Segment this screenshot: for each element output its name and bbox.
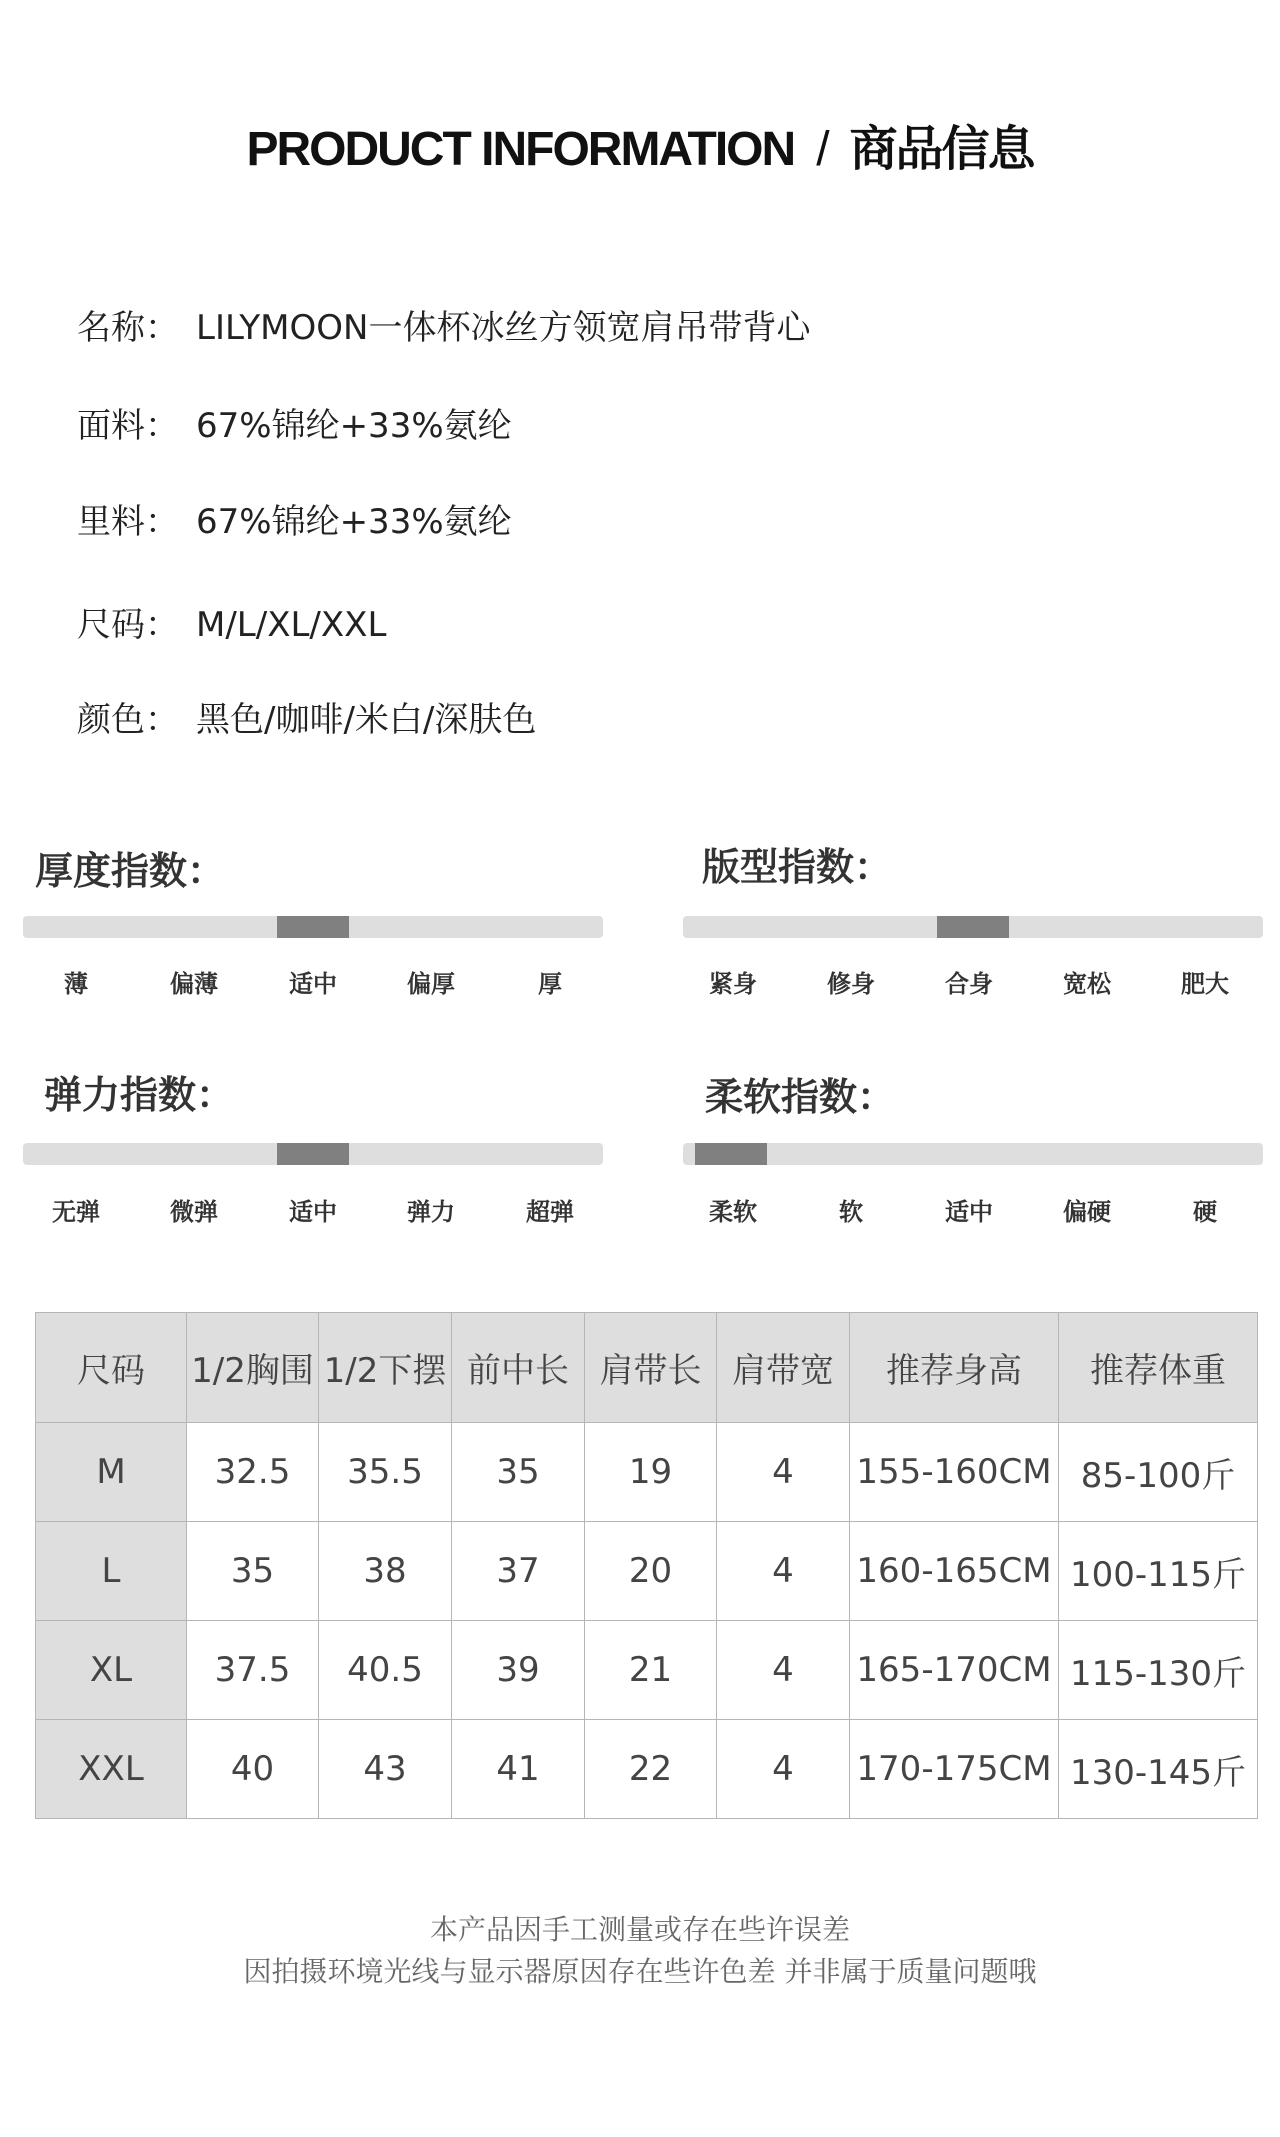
table-cell: 170-175CM <box>850 1720 1059 1819</box>
thickness-meter-indicator <box>277 916 349 938</box>
thickness-meter-track <box>23 916 603 938</box>
softness-meter-title: 柔软指数： <box>705 1075 896 1119</box>
meter-label: 微弹 <box>170 1198 218 1226</box>
table-row <box>36 1621 1258 1720</box>
meter-label: 适中 <box>945 1198 993 1226</box>
column-header: 1/2下摆 <box>319 1313 452 1423</box>
meter-label: 适中 <box>289 1198 337 1226</box>
meter-label: 超弹 <box>526 1198 574 1226</box>
meter-label: 柔软 <box>709 1198 757 1226</box>
table-cell: 37.5 <box>187 1621 319 1720</box>
table-row <box>36 1720 1258 1819</box>
table-cell: 155-160CM <box>850 1423 1059 1522</box>
info-label: 颜色： <box>77 700 179 740</box>
table-cell: 20 <box>585 1522 717 1621</box>
meter-label: 薄 <box>64 970 88 998</box>
table-cell: 40 <box>187 1720 319 1819</box>
title-separator: / <box>816 123 828 176</box>
table-cell: 35.5 <box>319 1423 452 1522</box>
meter-label: 修身 <box>827 970 875 998</box>
table-cell: 41 <box>452 1720 585 1819</box>
info-value: 黑色/咖啡/米白/深肤色 <box>196 700 537 740</box>
meter-label: 适中 <box>289 970 337 998</box>
fit-meter-indicator <box>937 916 1009 938</box>
info-label: 尺码： <box>77 605 179 645</box>
elasticity-meter-title: 弹力指数： <box>44 1073 235 1117</box>
info-fabric-row <box>77 398 512 447</box>
size-cell: XL <box>36 1621 187 1720</box>
table-cell: 115-130斤 <box>1059 1621 1258 1720</box>
table-cell: 43 <box>319 1720 452 1819</box>
column-header: 前中长 <box>452 1313 585 1423</box>
table-cell: 38 <box>319 1522 452 1621</box>
info-label: 里料： <box>77 502 179 542</box>
table-cell: 32.5 <box>187 1423 319 1522</box>
column-header: 推荐身高 <box>850 1313 1059 1423</box>
table-cell: 4 <box>717 1621 850 1720</box>
table-cell: 85-100斤 <box>1059 1423 1258 1522</box>
table-cell: 35 <box>187 1522 319 1621</box>
info-value: 67%锦纶+33%氨纶 <box>196 406 512 446</box>
info-name-row <box>77 300 810 349</box>
info-size-row <box>77 597 386 646</box>
table-cell: 19 <box>585 1423 717 1522</box>
disclaimer-line-1: 本产品因手工测量或存在些许误差 <box>429 1913 850 1946</box>
softness-meter-track <box>683 1143 1263 1165</box>
info-lining-row <box>77 494 512 543</box>
title-cn: 商品信息 <box>849 123 1034 176</box>
column-header: 推荐体重 <box>1059 1313 1258 1423</box>
size-cell: XXL <box>36 1720 187 1819</box>
column-header: 尺码 <box>36 1313 187 1423</box>
elasticity-meter-track <box>23 1143 603 1165</box>
table-cell: 21 <box>585 1621 717 1720</box>
info-label: 名称： <box>77 308 179 348</box>
thickness-meter-title: 厚度指数： <box>35 849 226 893</box>
table-cell: 4 <box>717 1423 850 1522</box>
meter-label: 软 <box>839 1198 863 1226</box>
column-header: 肩带长 <box>585 1313 717 1423</box>
meter-label: 合身 <box>945 970 993 998</box>
meter-label: 偏厚 <box>407 970 455 998</box>
fit-meter-track <box>683 916 1263 938</box>
column-header: 1/2胸围 <box>187 1313 319 1423</box>
meter-label: 肥大 <box>1181 970 1229 998</box>
info-value: 67%锦纶+33%氨纶 <box>196 502 512 542</box>
table-cell: 130-145斤 <box>1059 1720 1258 1819</box>
page-title <box>0 110 1280 179</box>
fit-meter-title: 版型指数： <box>702 845 893 889</box>
table-cell: 22 <box>585 1720 717 1819</box>
table-cell: 165-170CM <box>850 1621 1059 1720</box>
size-table-header <box>36 1313 1258 1423</box>
meter-label: 紧身 <box>709 970 757 998</box>
disclaimer-line-2: 因拍摄环境光线与显示器原因存在些许色差 并非属于质量问题哦 <box>243 1955 1037 1988</box>
softness-meter-indicator <box>695 1143 767 1165</box>
table-cell: 100-115斤 <box>1059 1522 1258 1621</box>
table-cell: 4 <box>717 1720 850 1819</box>
column-header: 肩带宽 <box>717 1313 850 1423</box>
meter-label: 厚 <box>538 970 562 998</box>
table-cell: 35 <box>452 1423 585 1522</box>
info-label: 面料： <box>77 406 179 446</box>
table-cell: 37 <box>452 1522 585 1621</box>
elasticity-meter-indicator <box>277 1143 349 1165</box>
table-cell: 4 <box>717 1522 850 1621</box>
title-en: PRODUCT INFORMATION <box>246 123 795 176</box>
info-color-row <box>77 692 536 741</box>
info-value: M/L/XL/XXL <box>196 605 387 645</box>
meter-label: 无弹 <box>52 1198 100 1226</box>
meter-label: 宽松 <box>1063 970 1111 998</box>
meter-label: 偏薄 <box>170 970 218 998</box>
table-row <box>36 1522 1258 1621</box>
size-cell: L <box>36 1522 187 1621</box>
meter-label: 硬 <box>1193 1198 1217 1226</box>
table-cell: 40.5 <box>319 1621 452 1720</box>
info-value: LILYMOON一体杯冰丝方领宽肩吊带背心 <box>196 308 811 348</box>
table-cell: 39 <box>452 1621 585 1720</box>
table-row <box>36 1423 1258 1522</box>
table-cell: 160-165CM <box>850 1522 1059 1621</box>
size-table <box>35 1312 1258 1819</box>
meter-label: 偏硬 <box>1063 1198 1111 1226</box>
meter-label: 弹力 <box>407 1198 455 1226</box>
size-cell: M <box>36 1423 187 1522</box>
